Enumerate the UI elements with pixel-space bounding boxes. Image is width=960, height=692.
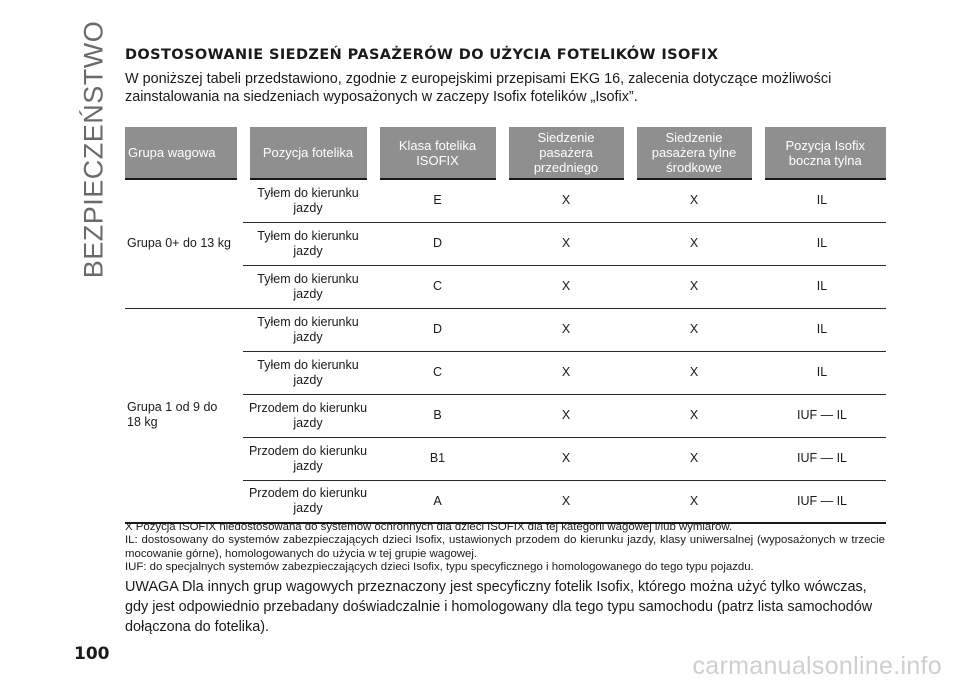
rear-center-cell: X [630, 222, 758, 265]
rear-center-cell: X [630, 308, 758, 351]
position-cell: Tyłem do kierunku jazdy [243, 179, 373, 222]
class-cell: B1 [373, 437, 502, 480]
front-cell: X [502, 437, 630, 480]
warning-paragraph: UWAGA Dla innych grup wagowych przeznaczony jest specyficzny fotelik Isofix, którego można użyć tylko wówczas, gdy jest odpowiednio przebadany doświadczalnie i homologowany dla tego typu samochodu (patrz lista samochodów dołączona do fotelika). [125, 579, 873, 635]
position-cell: Tyłem do kierunku jazdy [243, 265, 373, 308]
header-front-passenger: Siedzenie pasażera przedniego [502, 127, 630, 179]
rear-side-cell: IUF — IL [758, 480, 886, 523]
position-cell: Tyłem do kierunku jazdy [243, 222, 373, 265]
front-cell: X [502, 265, 630, 308]
table-notes [125, 521, 885, 575]
note-x: X Pozycja ISOFIX niedostosowana do systemów ochronnych dla dzieci ISOFIX dla tej kategorii wagowej i/lub wymiarów. [125, 521, 733, 533]
page-number: 100 [74, 644, 110, 664]
position-cell: Tyłem do kierunku jazdy [243, 308, 373, 351]
class-cell: C [373, 265, 502, 308]
table-header-row [125, 127, 886, 179]
class-cell: A [373, 480, 502, 523]
isofix-table [125, 127, 886, 524]
note-iuf: IUF: do specjalnych systemów zabezpieczających dzieci Isofix, typu specyficznego i homologowanego do tego typu pojazdu. [125, 561, 754, 574]
watermark: carmanualsonline.info [692, 652, 942, 680]
front-cell: X [502, 480, 630, 523]
table-row [125, 308, 886, 351]
rear-side-cell: IL [758, 265, 886, 308]
position-cell: Przodem do kierunku jazdy [243, 394, 373, 437]
section-title: DOSTOSOWANIE SIEDZEŃ PASAŻERÓW DO UŻYCIA FOTELIKÓW ISOFIX [125, 47, 719, 63]
header-rear-side: Pozycja Isofix boczna tylna [758, 127, 886, 179]
header-rear-center: Siedzenie pasażera tylne środkowe [630, 127, 758, 179]
front-cell: X [502, 351, 630, 394]
intro-paragraph: W poniższej tabeli przedstawiono, zgodnie z europejskimi przepisami EKG 16, zalecenia dotyczące możliwości zainstalowania na siedzeniach wyposażonych w zaczepy Isofix fotelików „Isofix”. [125, 71, 832, 105]
table-body [125, 179, 886, 523]
chapter-side-label [74, 20, 114, 278]
front-cell: X [502, 179, 630, 222]
table-row [125, 179, 886, 222]
front-cell: X [502, 308, 630, 351]
header-seat-position: Pozycja fotelika [243, 127, 373, 179]
front-cell: X [502, 394, 630, 437]
rear-center-cell: X [630, 351, 758, 394]
rear-side-cell: IUF — IL [758, 437, 886, 480]
note-il: IL: dostosowany do systemów zabezpieczających dzieci Isofix, ustawionych przodem do kierunku jazdy, klasy uniwersalnej (wyposażonych w trzecie mocowanie górne), homologowanych do użycia w tej grupie wagowej. [125, 534, 885, 560]
position-cell: Przodem do kierunku jazdy [243, 437, 373, 480]
weight-group-cell: Grupa 0+ do 13 kg [125, 179, 243, 308]
class-cell: D [373, 222, 502, 265]
rear-side-cell: IL [758, 351, 886, 394]
position-cell: Przodem do kierunku jazdy [243, 480, 373, 523]
rear-center-cell: X [630, 179, 758, 222]
position-cell: Tyłem do kierunku jazdy [243, 351, 373, 394]
rear-side-cell: IL [758, 222, 886, 265]
class-cell: C [373, 351, 502, 394]
header-isofix-class: Klasa fotelika ISOFIX [373, 127, 502, 179]
class-cell: E [373, 179, 502, 222]
rear-center-cell: X [630, 265, 758, 308]
rear-center-cell: X [630, 437, 758, 480]
class-cell: B [373, 394, 502, 437]
rear-side-cell: IL [758, 179, 886, 222]
header-weight-group: Grupa wagowa [125, 127, 243, 179]
rear-side-cell: IUF — IL [758, 394, 886, 437]
class-cell: D [373, 308, 502, 351]
rear-center-cell: X [630, 394, 758, 437]
rear-side-cell: IL [758, 308, 886, 351]
front-cell: X [502, 222, 630, 265]
rear-center-cell: X [630, 480, 758, 523]
chapter-side-label-text: BEZPIECZEŃSTWO [78, 20, 109, 278]
weight-group-cell: Grupa 1 od 9 do 18 kg [125, 308, 243, 523]
